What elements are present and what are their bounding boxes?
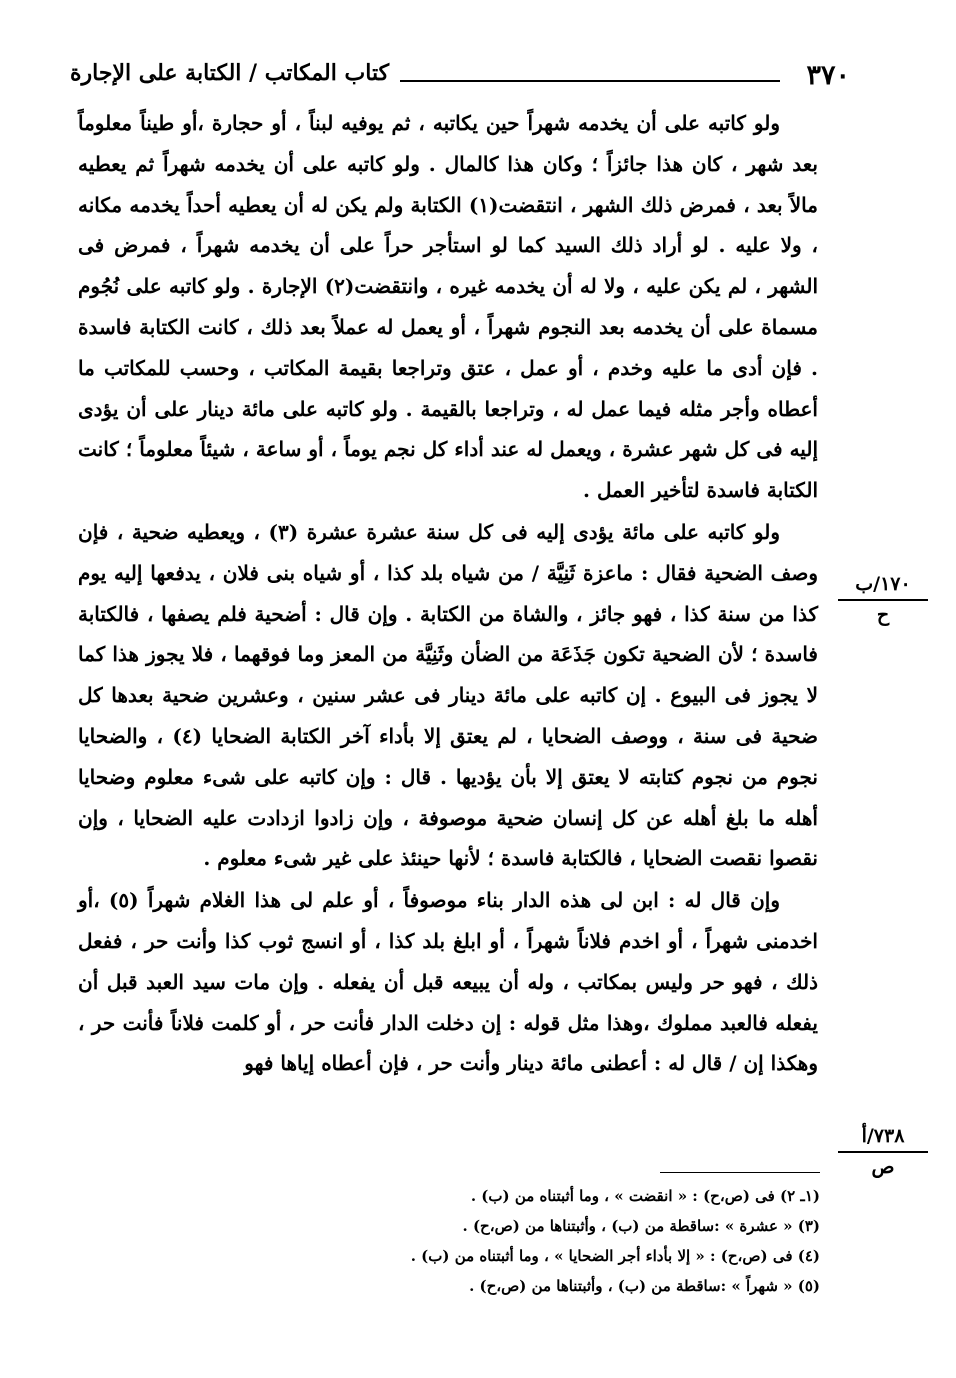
footnote: (١ـ ٢) فى (ص،ح) : « انقضت » ، وما أثبتناه من (ب) . <box>470 1187 820 1205</box>
footnote: (٣) « عشرة » :ساقطة من (ب) ، وأثبتناها من (ص،ح) . <box>462 1217 820 1235</box>
footnotes <box>300 1181 820 1301</box>
margin-manuscript-ref <box>838 1124 928 1179</box>
footnote: (٤) فى (ص،ح) : « إلا بأداء أجر الضحايا » ، وما أثبتناه من (ب) . <box>410 1247 820 1265</box>
paragraph: ولو كاتبه على أن يخدمه شهراً حين يكاتبه ، ثم يوفيه لبناً ، أو حجارة ،أو طيناً معلوماً بعد شهر ، كان هذا جائزاً ؛ وكان هذا كالمال . ولو كاتبه على أن يخدمه شهراً ثم يعطيه مالاً بعد ، فمرض ذلك الشهر ، انتقضت(١) الكتابة ولم يكن له أن يعطيه أحداً يخدمه مكانه ، ولا عليه . لو أراد ذلك السيد كما لو استأجر حراً على أن يخدمه شهراً ، فمرض فى الشهر ، لم يكن عليه ، ولا له أن يخدمه غيره ، وانتقضت(٢) الإجارة . ولو كاتبه على نُجُوم مسماة على أن يخدمه بعد النجوم شهراً ، أو يعمل له عملاً بعد ذلك ، كانت الكتابة فاسدة . فإن أدى ما عليه وخدم ، أو عمل ، عتق وتراجعا بقيمة المكاتب ، وحسب للمكاتب ما أعطاه وأجر مثله فيما عمل له ، وتراجعا بالقيمة . ولو كاتبه على مائة دينار على أن يؤدى إليه فى كل شهر عشرة ، ويعمل له عند أداء كل نجم يوماً ، أو ساعة ، شيئاً معلوماً ؛ كانت الكتابة فاسدة لتأخير العمل . <box>78 111 818 503</box>
paragraph: وإن قال له : ابن لى هذه الدار بناء موصوفاً ، أو علم لى هذا الغلام شهراً (٥) ،أو اخدمنى شهراً ، أو اخدم فلاناً شهراً ، أو ابلغ بلد كذا ، أو انسج ثوب كذا وأنت حر ، ففعل ذلك ، فهو حر وليس بمكاتب ، وله أن يبيعه قبل أن يفعله . وإن مات سيد العبد قبل أن يفعله فالعبد مملوك ،وهذا مثل قوله : إن دخلت الدار فأنت حر ، أو كلمت فلاناً فأنت حر ، وهكذا إن / قال له : أعطنى مائة دينار وأنت حر ، فإن أعطاه إياها فهو <box>78 888 818 1076</box>
margin-folio: ٧٣٨/أ <box>838 1124 928 1153</box>
margin-manuscript: ص <box>871 1156 895 1178</box>
paragraph: ولو كاتبه على مائة يؤدى إليه فى كل سنة عشرة عشرة (٣) ، ويعطيه ضحية ، فإن وصف الضحية فقال : ماعزة ثَنِيَّة / من شياه بلد كذا ، أو شياه بنى فلان ، يدفعها إليه يوم كذا من سنة كذا ، فهو جائز ، والشاة من الكتابة . وإن قال : أضحية فلم يصفها ، فالكتابة فاسدة ؛ لأن الضحية تكون جَذَعَة من الضأن وثَنِيَّة من المعز وما فوقهما ، فلا يجوز هذا كما لا يجوز فى البيوع . إن كاتبه على مائة دينار فى عشر سنين ، وعشرين ضحية بعدها كل ضحية فى سنة ، ووصف الضحايا ، لم يعتق إلا بأداء آخر الكتابة الضحايا (٤) ، والضحايا نجوم من نجوم كتابته لا يعتق إلا بأن يؤديها . قال : وإن كاتبه على شىء معلوم وضحايا أهله ما بلغ أهله عن كل إنسان ضحية موصوفة ، وإن زادوا ازدادت عليه الضحايا ، وإن نقصوا نقصت الضحايا ، فالكتابة فاسدة ؛ لأنها حينئذ على غير شىء معلوم . <box>78 519 818 871</box>
header-rule <box>400 80 780 82</box>
page-header <box>70 60 850 96</box>
page-number: ٣٧٠ <box>806 60 850 91</box>
running-title: كتاب المكاتب / الكتابة على الإجارة <box>70 60 390 86</box>
footnote-rule <box>660 1172 820 1173</box>
margin-manuscript-ref <box>838 572 928 627</box>
margin-folio: ١٧٠/ب <box>838 572 928 601</box>
footnote: (٥) « شهراً » :ساقطة من (ب) ، وأثبتناها من (ص،ح) . <box>469 1277 820 1295</box>
main-text <box>78 103 818 1084</box>
margin-manuscript: ح <box>876 604 890 626</box>
